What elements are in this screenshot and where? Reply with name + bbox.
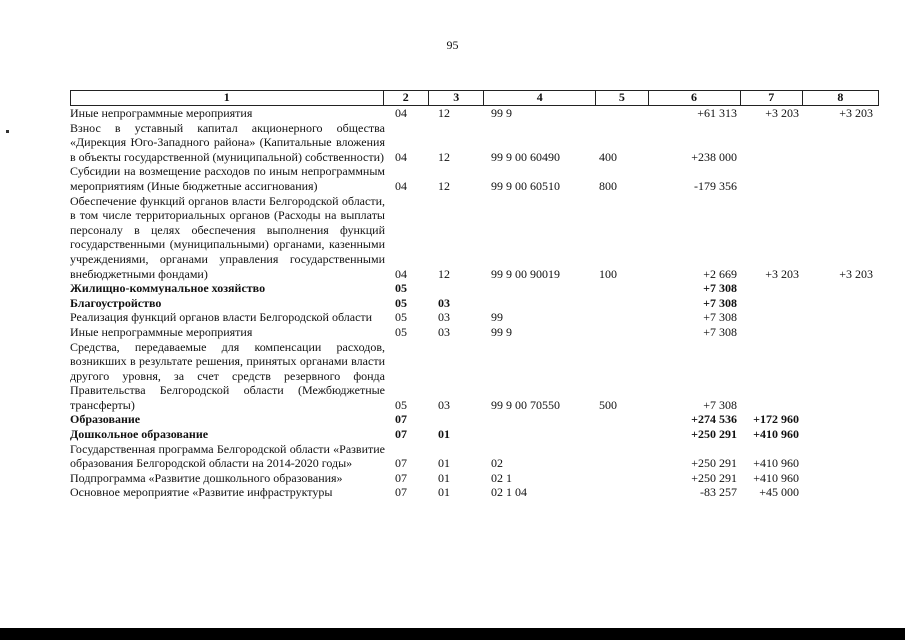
row-description: Взнос в уставный капитал акционерного общества «Дирекция Юго-Западного района» (Капитальные вложения в объекты государственной (муниципальной) собственности) — [70, 120, 385, 164]
row-col-3: 03 — [438, 397, 450, 412]
row-col-6: +7 308 — [703, 295, 737, 310]
table-row — [70, 310, 879, 325]
row-col-3: 12 — [438, 178, 450, 193]
row-description: Реализация функций органов власти Белгородской области — [70, 310, 373, 325]
header-col-4: 4 — [483, 91, 595, 105]
row-col-6: +238 000 — [691, 149, 737, 164]
table-row — [70, 106, 879, 121]
row-col-3: 12 — [438, 266, 450, 281]
row-col-3: 03 — [438, 295, 450, 310]
header-col-8: 8 — [802, 91, 878, 105]
row-description: Дошкольное образование — [70, 427, 209, 442]
row-col-6: +250 291 — [691, 470, 737, 485]
table-row — [70, 471, 879, 486]
row-col-3: 01 — [438, 456, 450, 471]
row-col-6: +61 313 — [697, 106, 737, 120]
table-row — [70, 340, 879, 413]
row-col-2: 05 — [395, 310, 407, 325]
row-col-4: 99 9 00 90019 — [491, 266, 560, 281]
table-row — [70, 164, 879, 193]
header-col-5: 5 — [595, 91, 647, 105]
budget-table — [70, 90, 879, 500]
row-col-6: +7 308 — [703, 310, 737, 325]
row-col-3: 03 — [438, 310, 450, 325]
row-col-2: 05 — [395, 324, 407, 339]
row-description: Основное мероприятие «Развитие инфраструктуры — [70, 485, 333, 500]
row-col-2: 07 — [395, 456, 407, 471]
row-col-7: +45 000 — [759, 485, 799, 500]
row-col-3: 03 — [438, 324, 450, 339]
row-col-4: 99 9 — [491, 324, 512, 339]
row-col-2: 07 — [395, 427, 407, 442]
row-col-3: 12 — [438, 149, 450, 164]
row-col-7: +410 960 — [753, 456, 799, 471]
row-description: Средства, передаваемые для компенсации расходов, возникших в результате решения, принятых органами власти другого уровня, за счет средств резервного фонда Правительства Белгородской области (Межбюджетные трансферты) — [70, 339, 385, 412]
row-col-5: 100 — [599, 266, 617, 281]
row-description: Иные непрограммные мероприятия — [70, 324, 253, 339]
row-description: Обеспечение функций органов власти Белгородской области, в том числе территориальных органов (Расходы на выплаты персоналу в целях обеспечения выполнения функций государственными (муниципальными) органами, казенными учреждениями, органами управления государственными внебюджетными фондами) — [70, 193, 385, 281]
row-col-2: 04 — [395, 266, 407, 281]
row-col-2: 05 — [395, 397, 407, 412]
row-col-2: 04 — [395, 178, 407, 193]
row-col-4: 99 9 00 60490 — [491, 149, 560, 164]
row-col-2: 07 — [395, 412, 407, 427]
row-col-4: 02 1 04 — [491, 485, 527, 500]
row-col-8: +3 203 — [839, 106, 873, 120]
row-col-3: 01 — [438, 485, 450, 500]
row-col-5: 400 — [599, 149, 617, 164]
header-col-6: 6 — [648, 91, 740, 105]
row-col-5: 800 — [599, 178, 617, 193]
table-row — [70, 296, 879, 311]
row-description: Образование — [70, 412, 141, 427]
row-col-8: +3 203 — [839, 266, 873, 281]
row-col-4: 02 1 — [491, 470, 512, 485]
page-number: 95 — [446, 38, 459, 52]
row-col-6: -179 356 — [694, 178, 737, 193]
row-col-6: +7 308 — [703, 324, 737, 339]
row-col-2: 04 — [395, 106, 407, 120]
header-col-3: 3 — [428, 91, 483, 105]
row-col-4: 99 — [491, 310, 503, 325]
row-col-6: +274 536 — [691, 412, 737, 427]
row-description: Подпрограмма «Развитие дошкольного образования» — [70, 470, 343, 485]
row-description: Жилищно-коммунальное хозяйство — [70, 281, 266, 296]
row-col-4: 99 9 00 70550 — [491, 397, 560, 412]
row-description: Субсидии на возмещение расходов по иным непрограммным мероприятиям (Иные бюджетные ассигнования) — [70, 164, 385, 193]
table-row — [70, 485, 879, 500]
row-col-6: +250 291 — [691, 427, 737, 442]
row-description: Государственная программа Белгородской области «Развитие образования Белгородской области на 2014-2020 годы» — [70, 441, 385, 471]
row-col-2: 07 — [395, 485, 407, 500]
scan-border — [0, 628, 905, 640]
row-col-2: 05 — [395, 295, 407, 310]
table-row — [70, 442, 879, 471]
table-row — [70, 412, 879, 427]
header-col-1: 1 — [223, 90, 230, 104]
row-col-4: 02 — [491, 456, 503, 471]
table-row — [70, 427, 879, 442]
row-col-4: 99 9 00 60510 — [491, 178, 560, 193]
row-col-6: +2 669 — [703, 266, 737, 281]
row-col-6: +250 291 — [691, 456, 737, 471]
row-col-2: 05 — [395, 281, 407, 296]
row-col-7: +3 203 — [765, 106, 799, 120]
table-body — [70, 106, 879, 500]
row-col-2: 07 — [395, 470, 407, 485]
row-col-7: +410 960 — [753, 470, 799, 485]
row-description: Благоустройство — [70, 295, 162, 310]
table-row — [70, 121, 879, 165]
row-col-7: +3 203 — [765, 266, 799, 281]
row-col-2: 04 — [395, 149, 407, 164]
row-col-3: 01 — [438, 427, 450, 442]
row-col-6: -83 257 — [700, 485, 737, 500]
header-col-2: 2 — [383, 91, 429, 105]
row-description: Иные непрограммные мероприятия — [70, 106, 253, 120]
row-col-7: +172 960 — [753, 412, 799, 427]
header-col-7: 7 — [740, 91, 802, 105]
row-col-6: +7 308 — [703, 281, 737, 296]
row-col-4: 99 9 — [491, 106, 512, 120]
scan-mark — [6, 130, 9, 133]
row-col-6: +7 308 — [703, 397, 737, 412]
table-row — [70, 194, 879, 282]
row-col-5: 500 — [599, 397, 617, 412]
table-row — [70, 281, 879, 296]
table-header — [70, 90, 879, 106]
row-col-3: 01 — [438, 470, 450, 485]
table-row — [70, 325, 879, 340]
row-col-3: 12 — [438, 106, 450, 120]
row-col-7: +410 960 — [753, 427, 799, 442]
